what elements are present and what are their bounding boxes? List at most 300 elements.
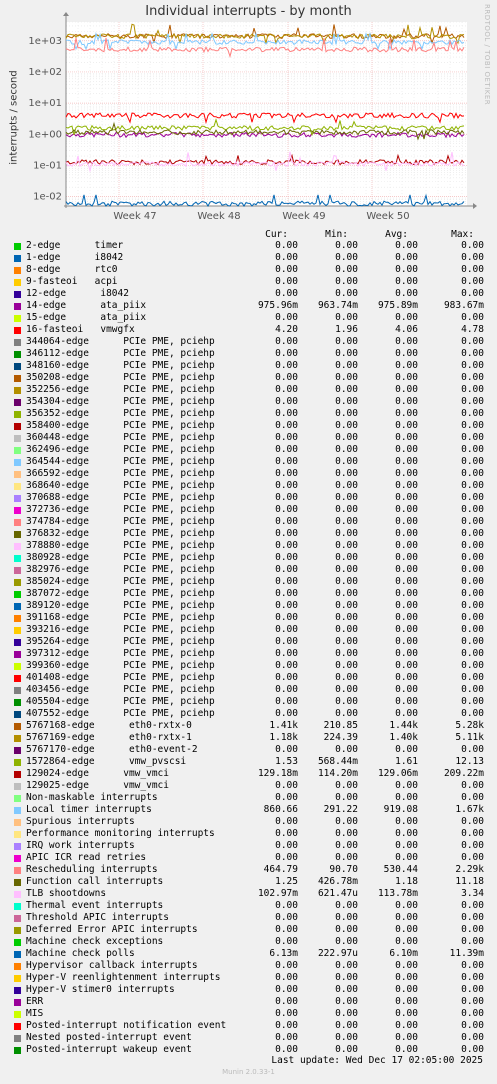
legend-row [0,288,497,300]
legend-swatch [14,807,21,814]
value-cur: 0.00 [275,240,298,251]
legend-row [0,1008,497,1020]
legend-row [0,648,497,660]
legend-swatch [14,351,21,358]
value-max: 5.11k [455,732,484,743]
value-max: 0.00 [461,780,484,791]
munin-version: Munin 2.0.33-1 [222,1068,275,1076]
series-name: 360448-edge PCIe PME, pciehp [26,432,215,443]
legend-swatch [14,1035,21,1042]
value-avg: 0.00 [395,588,418,599]
legend-row [0,552,497,564]
legend-row [0,600,497,612]
chart-plot [0,0,497,230]
legend-row [0,936,497,948]
series-name: 5767170-edge eth0-event-2 [26,744,198,755]
value-min: 0.00 [335,468,358,479]
value-cur: 0.00 [275,456,298,467]
y-axis-arrow [63,12,69,16]
value-min: 0.00 [335,372,358,383]
value-avg: 0.00 [395,540,418,551]
series-name: 387072-edge PCIe PME, pciehp [26,588,215,599]
value-avg: 530.44 [383,864,418,875]
value-avg: 0.00 [395,312,418,323]
value-min: 0.00 [335,672,358,683]
series-name: Deferred Error APIC interrupts [26,924,198,935]
x-tick-label: Week 50 [366,211,410,222]
legend-swatch [14,735,21,742]
value-cur: 0.00 [275,684,298,695]
value-max: 0.00 [461,684,484,695]
value-min: 0.00 [335,492,358,503]
series-name: Machine check polls [26,948,135,959]
value-min: 0.00 [335,420,358,431]
value-avg: 0.00 [395,708,418,719]
value-cur: 0.00 [275,420,298,431]
value-min: 0.00 [335,996,358,1007]
value-max: 0.00 [461,528,484,539]
value-max: 0.00 [461,264,484,275]
value-min: 426.78m [317,876,358,887]
value-avg: 975.89m [377,300,418,311]
series-name: 1572864-edge vmw_pvscsi [26,756,187,767]
value-max: 0.00 [461,576,484,587]
value-cur: 0.00 [275,360,298,371]
series-name: Hyper-V stimer0 interrupts [26,984,175,995]
value-cur: 0.00 [275,252,298,263]
value-avg: 0.00 [395,972,418,983]
value-cur: 0.00 [275,924,298,935]
value-max: 1.67k [455,804,484,815]
legend-swatch [14,747,21,754]
value-min: 0.00 [335,432,358,443]
series-name: Posted-interrupt notification event [26,1020,227,1031]
value-cur: 0.00 [275,444,298,455]
value-avg: 0.00 [395,564,418,575]
value-avg: 0.00 [395,408,418,419]
series-name: Local timer interrupts [26,804,152,815]
value-avg: 0.00 [395,636,418,647]
value-max: 12.13 [455,756,484,767]
legend-row [0,864,497,876]
value-max: 0.00 [461,840,484,851]
value-avg: 0.00 [395,984,418,995]
value-avg: 0.00 [395,852,418,863]
series-name: Spurious interrupts [26,816,135,827]
series-name: Performance monitoring interrupts [26,828,215,839]
series-name: 370688-edge PCIe PME, pciehp [26,492,215,503]
value-avg: 0.00 [395,552,418,563]
value-min: 0.00 [335,708,358,719]
value-min: 0.00 [335,936,358,947]
value-min: 0.00 [335,696,358,707]
value-min: 0.00 [335,984,358,995]
value-min: 1.96 [335,324,358,335]
value-min: 0.00 [335,288,358,299]
value-max: 0.00 [461,552,484,563]
value-max: 0.00 [461,240,484,251]
value-avg: 129.06m [377,768,418,779]
value-cur: 4.20 [275,324,298,335]
value-min: 210.85 [323,720,358,731]
value-min: 0.00 [335,648,358,659]
legend-row [0,636,497,648]
legend-row [0,312,497,324]
value-cur: 0.00 [275,708,298,719]
series-name: Hypervisor callback interrupts [26,960,198,971]
legend-row [0,264,497,276]
value-max: 0.00 [461,936,484,947]
value-cur: 860.66 [263,804,298,815]
value-min: 0.00 [335,924,358,935]
value-cur: 0.00 [275,468,298,479]
value-avg: 0.00 [395,516,418,527]
value-cur: 0.00 [275,648,298,659]
value-cur: 0.00 [275,636,298,647]
legend-swatch [14,867,21,874]
x-axis-arrow [473,203,477,209]
legend-swatch [14,771,21,778]
legend-row [0,948,497,960]
legend-row [0,984,497,996]
legend-row [0,612,497,624]
value-cur: 1.18k [269,732,298,743]
value-max: 0.00 [461,276,484,287]
legend-row [0,660,497,672]
x-tick-label: Week 49 [282,211,326,222]
value-min: 0.00 [335,900,358,911]
series-name: 2-edge timer [26,240,124,251]
value-max: 0.00 [461,288,484,299]
series-name: Function call interrupts [26,876,164,887]
value-min: 0.00 [335,600,358,611]
legend-row [0,768,497,780]
series-name: 354304-edge PCIe PME, pciehp [26,396,215,407]
value-max: 0.00 [461,852,484,863]
x-tick-label: Week 47 [113,211,157,222]
value-cur: 0.00 [275,984,298,995]
legend-swatch [14,951,21,958]
legend-swatch [14,879,21,886]
legend-swatch [14,603,21,610]
value-min: 0.00 [335,612,358,623]
legend-swatch [14,1023,21,1030]
value-max: 0.00 [461,660,484,671]
value-avg: 0.00 [395,384,418,395]
value-cur: 0.00 [275,1008,298,1019]
value-cur: 0.00 [275,264,298,275]
legend-swatch [14,459,21,466]
legend-row [0,240,497,252]
legend-swatch [14,639,21,646]
value-cur: 0.00 [275,576,298,587]
legend-swatch [14,855,21,862]
legend-row [0,336,497,348]
chart-title: Individual interrupts - by month [145,4,352,19]
series-name: 352256-edge PCIe PME, pciehp [26,384,215,395]
legend-row [0,816,497,828]
value-cur: 0.00 [275,528,298,539]
legend-swatch [14,927,21,934]
legend-row [0,720,497,732]
series-name: Hyper-V reenlightenment interrupts [26,972,221,983]
legend-swatch [14,255,21,262]
series-name: 348160-edge PCIe PME, pciehp [26,360,215,371]
value-avg: 0.00 [395,432,418,443]
value-max: 0.00 [461,1008,484,1019]
series-name: 9-fasteoi acpi [26,276,118,287]
value-avg: 919.08 [383,804,418,815]
value-max: 0.00 [461,924,484,935]
value-min: 0.00 [335,312,358,323]
series-name: 372736-edge PCIe PME, pciehp [26,504,215,515]
value-max: 0.00 [461,588,484,599]
value-max: 0.00 [461,480,484,491]
series-name: Non-maskable interrupts [26,792,158,803]
value-min: 0.00 [335,912,358,923]
legend-swatch [14,699,21,706]
series-name: 362496-edge PCIe PME, pciehp [26,444,215,455]
rrdtool-watermark: RRDTOOL / TOBI OETIKER [483,4,491,106]
value-max: 0.00 [461,816,484,827]
value-max: 0.00 [461,564,484,575]
value-avg: 0.00 [395,468,418,479]
value-max: 0.00 [461,456,484,467]
value-min: 0.00 [335,276,358,287]
value-min: 0.00 [335,528,358,539]
value-min: 0.00 [335,384,358,395]
legend-swatch [14,711,21,718]
value-avg: 0.00 [395,348,418,359]
series-name: 378880-edge PCIe PME, pciehp [26,540,215,551]
value-avg: 0.00 [395,780,418,791]
legend-row [0,516,497,528]
value-cur: 0.00 [275,972,298,983]
value-avg: 0.00 [395,924,418,935]
value-max: 0.00 [461,696,484,707]
value-cur: 0.00 [275,792,298,803]
legend-swatch [14,303,21,310]
series-name: APIC ICR read retries [26,852,147,863]
value-cur: 0.00 [275,480,298,491]
legend-swatch [14,915,21,922]
legend-swatch [14,243,21,250]
value-min: 0.00 [335,456,358,467]
legend-swatch [14,315,21,322]
value-avg: 0.00 [395,372,418,383]
value-cur: 0.00 [275,372,298,383]
legend-row [0,1032,497,1044]
value-max: 2.29k [455,864,484,875]
value-cur: 0.00 [275,660,298,671]
value-cur: 0.00 [275,336,298,347]
value-cur: 0.00 [275,612,298,623]
value-max: 0.00 [461,612,484,623]
value-max: 0.00 [461,636,484,647]
value-avg: 0.00 [395,264,418,275]
value-cur: 464.79 [263,864,298,875]
value-cur: 0.00 [275,744,298,755]
column-header-min: Min: [325,229,348,240]
value-cur: 1.25 [275,876,298,887]
value-cur: 0.00 [275,1032,298,1043]
value-avg: 0.00 [395,900,418,911]
series-name: 376832-edge PCIe PME, pciehp [26,528,215,539]
value-min: 0.00 [335,960,358,971]
column-header-cur: Cur: [265,229,288,240]
legend-row [0,372,497,384]
series-name: IRQ work interrupts [26,840,135,851]
value-avg: 0.00 [395,240,418,251]
value-max: 0.00 [461,900,484,911]
value-avg: 0.00 [395,1032,418,1043]
series-name: 385024-edge PCIe PME, pciehp [26,576,215,587]
value-max: 0.00 [461,444,484,455]
series-name: 403456-edge PCIe PME, pciehp [26,684,215,695]
series-name: 399360-edge PCIe PME, pciehp [26,660,215,671]
value-avg: 0.00 [395,696,418,707]
value-min: 0.00 [335,348,358,359]
value-max: 0.00 [461,408,484,419]
value-max: 0.00 [461,516,484,527]
series-name: 350208-edge PCIe PME, pciehp [26,372,215,383]
value-max: 0.00 [461,912,484,923]
legend-swatch [14,555,21,562]
legend-row [0,408,497,420]
legend-swatch [14,339,21,346]
value-min: 0.00 [335,336,358,347]
value-max: 0.00 [461,600,484,611]
legend-row [0,780,497,792]
value-avg: 0.00 [395,672,418,683]
series-name: ERR [26,996,44,1007]
value-cur: 0.00 [275,588,298,599]
value-max: 0.00 [461,468,484,479]
series-name: 368640-edge PCIe PME, pciehp [26,480,215,491]
legend-table [0,240,497,1056]
value-min: 0.00 [335,1020,358,1031]
y-tick-label: 1e+01 [28,98,62,110]
value-min: 90.70 [329,864,358,875]
series-name: 405504-edge PCIe PME, pciehp [26,696,215,707]
legend-row [0,300,497,312]
series-name: 15-edge ata_piix [26,312,147,323]
value-min: 0.00 [335,1032,358,1043]
legend-swatch [14,471,21,478]
value-min: 0.00 [335,972,358,983]
series-name: 364544-edge PCIe PME, pciehp [26,456,215,467]
last-update: Last update: Wed Dec 17 02:05:00 2025 [271,1055,483,1066]
value-min: 0.00 [335,660,358,671]
value-cur: 0.00 [275,492,298,503]
value-cur: 6.13m [269,948,298,959]
legend-row [0,432,497,444]
value-avg: 0.00 [395,396,418,407]
value-min: 0.00 [335,1008,358,1019]
series-name: Thermal event interrupts [26,900,164,911]
value-avg: 0.00 [395,744,418,755]
value-cur: 0.00 [275,504,298,515]
value-min: 0.00 [335,360,358,371]
y-tick-label: 1e+00 [28,129,62,141]
y-tick-label: 1e-02 [33,191,62,203]
value-cur: 0.00 [275,960,298,971]
legend-row [0,528,497,540]
series-name: 5767169-edge eth0-rxtx-1 [26,732,192,743]
value-min: 0.00 [335,504,358,515]
value-cur: 0.00 [275,348,298,359]
value-min: 0.00 [335,564,358,575]
series-name: TLB shootdowns [26,888,107,899]
value-max: 4.78 [461,324,484,335]
legend-swatch [14,591,21,598]
legend-swatch [14,543,21,550]
series-name: 380928-edge PCIe PME, pciehp [26,552,215,563]
series-name: 389120-edge PCIe PME, pciehp [26,600,215,611]
value-min: 0.00 [335,540,358,551]
value-max: 0.00 [461,360,484,371]
legend-row [0,732,497,744]
value-cur: 0.00 [275,396,298,407]
value-avg: 0.00 [395,600,418,611]
value-cur: 1.53 [275,756,298,767]
value-avg: 4.06 [395,324,418,335]
value-cur: 0.00 [275,312,298,323]
value-avg: 0.00 [395,420,418,431]
value-min: 0.00 [335,552,358,563]
value-cur: 0.00 [275,552,298,563]
value-avg: 0.00 [395,684,418,695]
legend-swatch [14,819,21,826]
value-cur: 0.00 [275,384,298,395]
value-max: 5.28k [455,720,484,731]
series-name: Nested posted-interrupt event [26,1032,192,1043]
legend-swatch [14,483,21,490]
value-min: 0.00 [335,408,358,419]
legend-swatch [14,627,21,634]
legend-swatch [14,963,21,970]
legend-row [0,672,497,684]
legend-row [0,360,497,372]
legend-swatch [14,279,21,286]
value-cur: 975.96m [257,300,298,311]
value-max: 0.00 [461,312,484,323]
legend-row [0,888,497,900]
value-max: 0.00 [461,708,484,719]
value-max: 0.00 [461,1032,484,1043]
series-name: 356352-edge PCIe PME, pciehp [26,408,215,419]
legend-row [0,972,497,984]
value-max: 0.00 [461,420,484,431]
legend-row [0,276,497,288]
value-max: 0.00 [461,492,484,503]
legend-row [0,708,497,720]
value-cur: 0.00 [275,432,298,443]
value-min: 0.00 [335,852,358,863]
legend-swatch [14,327,21,334]
value-max: 11.18 [455,876,484,887]
value-avg: 0.00 [395,828,418,839]
value-cur: 0.00 [275,288,298,299]
legend-swatch [14,723,21,730]
value-max: 0.00 [461,792,484,803]
legend-swatch [14,579,21,586]
series-name: Posted-interrupt wakeup event [26,1044,192,1055]
value-avg: 0.00 [395,528,418,539]
series-name: 344064-edge PCIe PME, pciehp [26,336,215,347]
value-avg: 1.40k [389,732,418,743]
value-cur: 1.41k [269,720,298,731]
